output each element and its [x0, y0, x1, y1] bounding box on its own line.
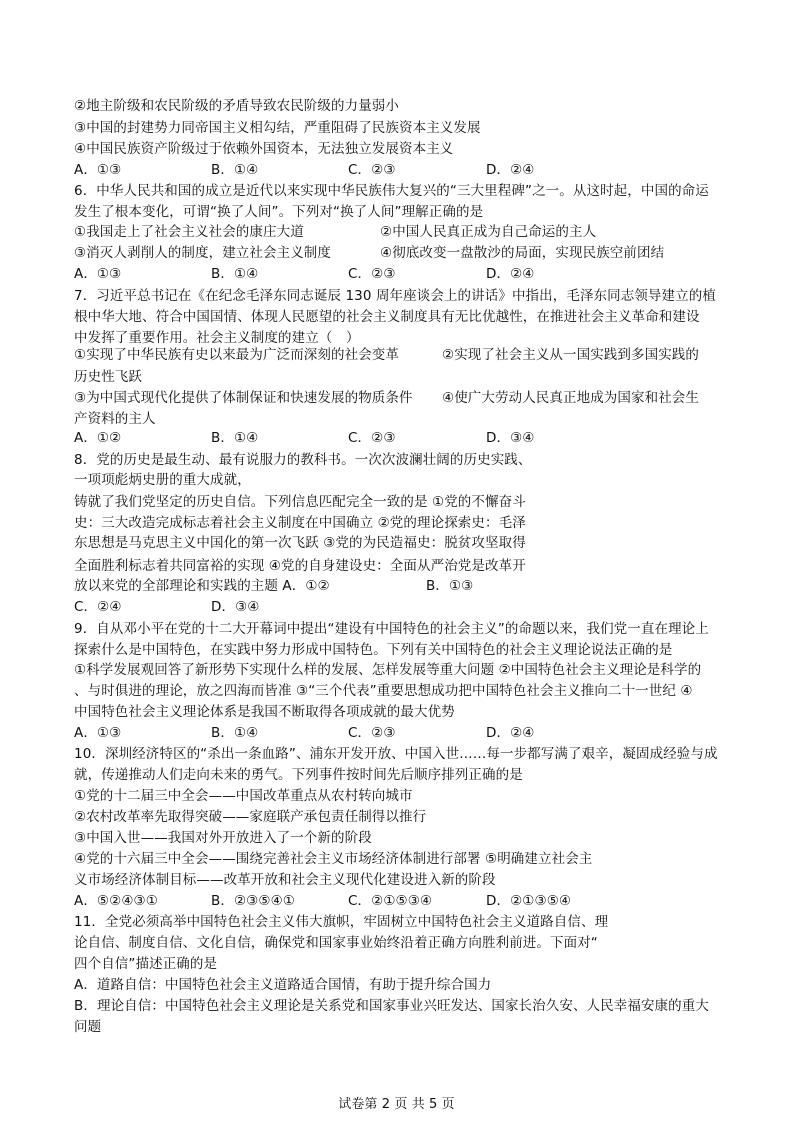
option-a: A．①③	[74, 162, 122, 178]
statement-1: ①党的十二届三中全会——中国改革重点从农村转向城市	[74, 788, 413, 804]
option-b: B．①④	[211, 725, 259, 741]
option-d: D．③④	[486, 430, 535, 446]
text-line: ③中国的封建势力同帝国主义相勾结，严重阻碍了民族资本主义发展	[74, 120, 481, 136]
option-c: C．②④	[74, 599, 122, 615]
option-c: C．②①⑤③④	[348, 893, 433, 909]
text-line: 、与时俱进的理论，放之四海而皆准 ③“三个代表”重要思想成功把中国特色社会主义推向二十一世纪 ④	[74, 683, 693, 699]
option-a: A．道路自信：中国特色社会主义道路适合国情，有助于提升综合国力	[74, 977, 492, 993]
statement-3: ③消灭人剥削人的制度，建立社会主义制度	[74, 245, 332, 261]
question-10-stem: 10．深圳经济特区的“杀出一条血路”、浦东开发开放、中国入世……每一步都写满了艰辛，凝固成经验与成	[74, 746, 718, 762]
options-row-q9	[74, 722, 714, 744]
page-footer: 试卷第 2 页 共 5 页	[338, 1097, 455, 1112]
text-line: 论自信、制度自信、文化自信，确保党和国家事业始终沿着正确方向胜利前进。下面对“	[74, 935, 598, 951]
option-b: B．②③⑤④①	[211, 893, 295, 909]
option-c: C．②③	[348, 266, 396, 282]
option-a: A．①②	[74, 430, 122, 446]
option-d: D．②④	[486, 725, 535, 741]
option-b: B．理论自信：中国特色社会主义理论是关系党和国家事业兴旺发达、国家长治久安、人民幸福安康的重大	[74, 998, 709, 1014]
option-a: A．⑤②④③①	[74, 893, 158, 909]
statement-1: ①实现了中华民族有史以来最为广泛而深刻的社会变革	[74, 347, 400, 363]
text-line: ①科学发展观回答了新形势下实现什么样的发展、怎样发展等重大问题 ②中国特色社会主义理论是科学的	[74, 662, 702, 678]
statement-1: ①我国走上了社会主义社会的康庄大道	[74, 224, 304, 240]
option-d: D．③④	[211, 599, 260, 615]
question-8-stem: 8．党的历史是最生动、最有说服力的教科书。一次次波澜壮阔的历史实践、	[74, 452, 532, 468]
option-c: C．②③	[348, 430, 396, 446]
option-d: D．②④	[486, 162, 535, 178]
text-line: 史：三大改造完成标志着社会主义制度在中国确立 ②党的理论探索史：毛泽	[74, 515, 526, 531]
text-line: 发生了根本变化，可谓“换了人间”。下列对“换了人间”理解正确的是	[74, 204, 484, 220]
question-7-stem: 7．习近平总书记在《在纪念毛泽东同志诞辰 130 周年座谈会上的讲话》中指出，毛泽东同志领导建立的植	[74, 288, 716, 304]
statement-4: ④使广大劳动人民真正地成为国家和社会生	[442, 390, 700, 406]
text-line: 中发挥了重要作用。社会主义制度的建立（ ）	[74, 330, 360, 346]
options-row-q7	[74, 427, 714, 449]
option-c: C．②③	[348, 162, 396, 178]
text-line: 义市场经济体制目标——改革开放和社会主义现代化建设进入新的阶段	[74, 872, 496, 888]
statement-4: ④党的十六届三中全会——围绕完善社会主义市场经济体制进行部署 ⑤明确建立社会主	[74, 851, 593, 867]
text-line: 放以来党的全部理论和实践的主题 A．①②	[74, 578, 330, 594]
text-line: 根中华大地、符合中国国情、体现人民愿望的社会主义制度具有无比优越性，在推进社会主义革命和建设	[74, 309, 700, 325]
question-11-stem: 11．全党必须高举中国特色社会主义伟大旗帜，牢固树立中国特色社会主义道路自信、理	[74, 914, 609, 930]
text-line: 探索什么是中国特色，在实践中努力形成中国特色。下列有关中国特色的社会主义理论说法正确的是	[74, 642, 673, 658]
option-b: B．①④	[211, 266, 259, 282]
text-line: 四个自信”描述正确的是	[74, 956, 218, 972]
text-line: 产资料的主人	[74, 411, 156, 427]
statement-4: ④彻底改变一盘散沙的局面，实现民族空前团结	[380, 245, 665, 261]
statement-2: ②中国人民真正成为自己命运的主人	[380, 224, 597, 240]
question-9-stem: 9．自从邓小平在党的十二大开幕词中提出“建设有中国特色的社会主义”的命题以来，我们党一直在理论上	[74, 621, 709, 637]
text-line: ④中国民族资产阶级过于依赖外国资本，无法独立发展资本主义	[74, 141, 454, 157]
option-b: B．①④	[211, 162, 259, 178]
statement-3: ③中国入世——我国对外开放进入了一个新的阶段	[74, 830, 372, 846]
option-c: C．②③	[348, 725, 396, 741]
text-line: 一项项彪炳史册的重大成就，	[74, 472, 251, 488]
options-row-q10	[74, 890, 714, 912]
text-line: 就，传递推动人们走向未来的勇气。下列事件按时间先后顺序排列正确的是	[74, 767, 523, 783]
text-line: 东思想是马克思主义中国化的第一次飞跃 ③党的为民造福史：脱贫攻坚取得	[74, 535, 526, 551]
statement-3: ③为中国式现代化提供了体制保证和快速发展的物质条件	[74, 390, 413, 406]
option-d: D．②④	[486, 266, 535, 282]
text-line: 全面胜利标志着共同富裕的实现 ④党的自身建设史：全面从严治党是改革开	[74, 558, 526, 574]
text-line: ②地主阶级和农民阶级的矛盾导致农民阶级的力量弱小	[74, 98, 400, 114]
statement-2: ②实现了社会主义从一国实践到多国实践的	[442, 347, 700, 363]
options-row-q6	[74, 263, 714, 285]
option-d: D．②①③⑤④	[486, 893, 572, 909]
options-row-q5	[74, 159, 714, 181]
text-line: 问题	[74, 1019, 102, 1035]
option-b: B．①③	[426, 578, 474, 594]
option-a: A．①③	[74, 725, 122, 741]
option-a: A．①③	[74, 266, 122, 282]
text-line: 中国特色社会主义理论体系是我国不断取得各项成就的最大优势	[74, 704, 455, 720]
option-b: B．①④	[211, 430, 259, 446]
text-line: 历史性飞跃	[74, 369, 142, 385]
options-row-q8	[74, 596, 714, 618]
question-6-stem: 6．中华人民共和国的成立是近代以来实现中华民族伟大复兴的“三大里程碑”之一。从这时起，中国的命运	[74, 183, 709, 199]
text-line: 铸就了我们党坚定的历史自信。下列信息匹配完全一致的是 ①党的不懈奋斗	[74, 494, 526, 510]
statement-2: ②农村改革率先取得突破——家庭联产承包责任制得以推行	[74, 809, 427, 825]
